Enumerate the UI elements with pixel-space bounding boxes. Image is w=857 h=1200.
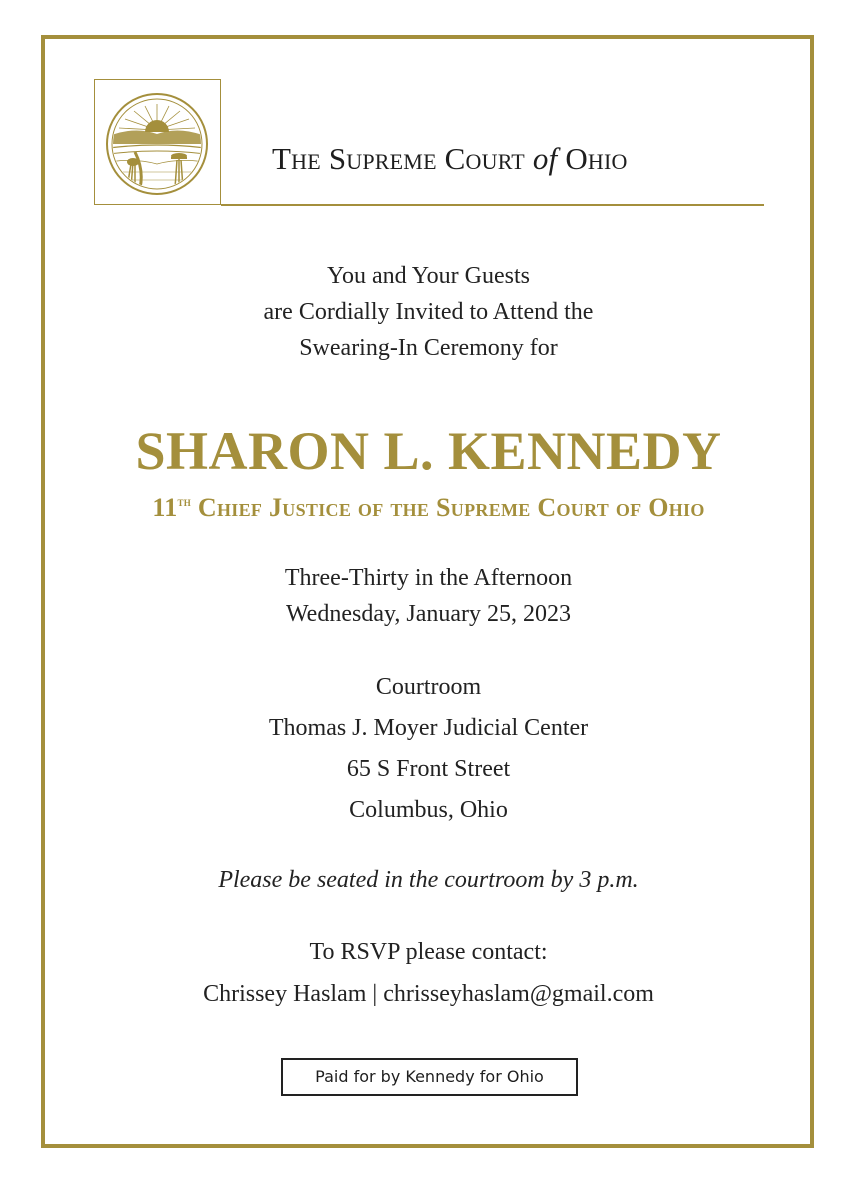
seating-note: Please be seated in the courtroom by 3 p.m.	[218, 867, 639, 893]
event-location	[0, 667, 857, 831]
court-title-state: Ohio	[565, 141, 628, 176]
rsvp-block	[0, 931, 857, 1015]
rsvp-contact: Chrissey Haslam | chrisseyhaslam@gmail.com	[203, 981, 654, 1007]
ordinal-suffix: th	[177, 494, 192, 509]
invitation-line-1: You and Your Guests	[327, 263, 530, 289]
honoree-name: SHARON L. KENNEDY	[135, 421, 722, 481]
honoree-title	[0, 485, 857, 525]
paid-for-disclaimer: Paid for by Kennedy for Ohio	[281, 1058, 578, 1096]
seal-frame	[94, 79, 221, 205]
ordinal-number: 11	[152, 493, 178, 522]
location-room: Courtroom	[375, 674, 482, 700]
honoree-role: Chief Justice of the Supreme Court of Ohio	[197, 493, 705, 522]
location-street: 65 S Front Street	[346, 756, 511, 782]
rsvp-label: To RSVP please contact:	[309, 939, 548, 965]
event-time: Three-Thirty in the Afternoon	[284, 565, 573, 591]
court-title	[272, 140, 628, 178]
location-city: Columbus, Ohio	[349, 797, 508, 823]
location-building: Thomas J. Moyer Judicial Center	[268, 715, 589, 741]
court-title-main: Supreme Court	[328, 141, 525, 176]
court-title-of: of	[532, 141, 558, 176]
header-divider	[221, 204, 764, 206]
invitation-line-2: are Cordially Invited to Attend the	[263, 299, 594, 325]
ohio-seal-icon	[105, 92, 209, 196]
court-title-the: The	[272, 141, 321, 176]
event-date: Wednesday, January 25, 2023	[285, 601, 572, 627]
event-datetime	[0, 560, 857, 632]
invitation-text	[0, 258, 857, 366]
invitation-line-3: Swearing-In Ceremony for	[299, 335, 558, 361]
